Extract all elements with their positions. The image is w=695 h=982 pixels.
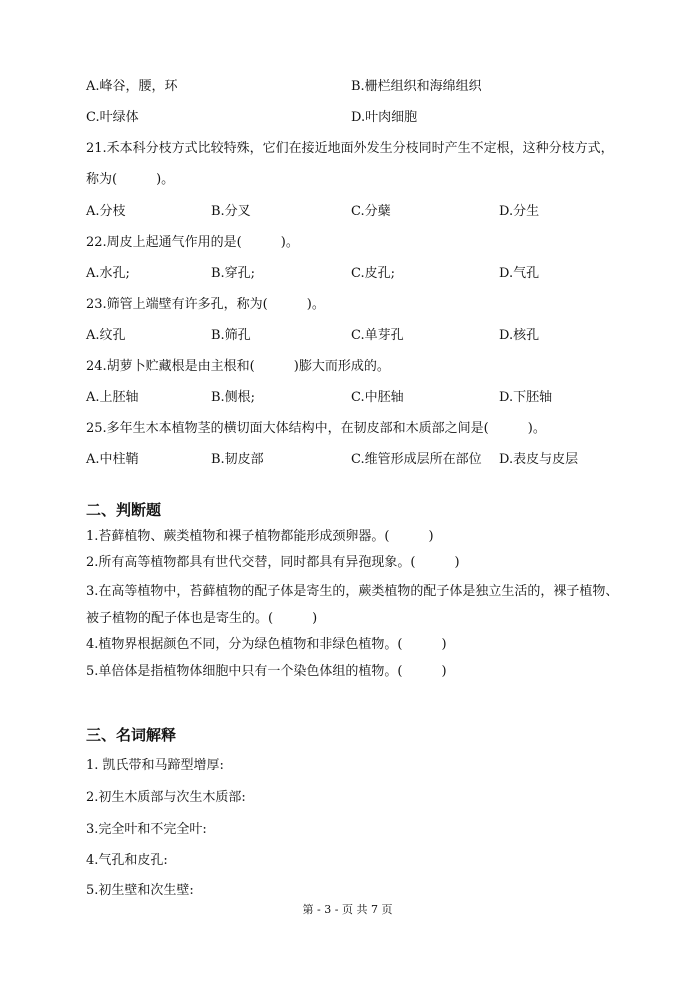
- q20-option-c: C.叶绿体: [86, 110, 139, 125]
- q22-stem: 22.周皮上起通气作用的是( )。: [86, 235, 299, 250]
- q22-option-d: D.气孔: [499, 266, 540, 281]
- q21-option-a: A.分枝: [86, 204, 126, 219]
- judgment-item-3-line2: 被子植物的配子体也是寄生的。( ): [86, 611, 318, 626]
- q24-option-a: A.上胚轴: [86, 390, 139, 405]
- q23-option-d: D.核孔: [499, 328, 540, 343]
- q25-stem: 25.多年生木本植物茎的横切面大体结构中，在韧皮部和木质部之间是( )。: [86, 421, 546, 436]
- q21-option-c: C.分蘖: [351, 204, 391, 219]
- q21-stem-line1: 21.禾本科分枝方式比较特殊，它们在接近地面外发生分枝同时产生不定根，这种分枝方式，: [86, 141, 614, 156]
- definition-item-5: 5.初生壁和次生壁:: [86, 883, 194, 898]
- q25-option-a: A.中柱鞘: [86, 452, 139, 467]
- definition-item-2: 2.初生木质部与次生木质部:: [86, 790, 246, 805]
- q21-stem-line2: 称为( )。: [86, 172, 175, 187]
- q23-option-c: C.单芽孔: [351, 328, 404, 343]
- q24-option-d: D.下胚轴: [499, 390, 553, 405]
- q23-stem: 23.筛管上端壁有许多孔，称为( )。: [86, 297, 325, 312]
- definition-item-1: 1. 凯氏带和马蹄型增厚:: [86, 758, 224, 773]
- page-number: 第 - 3 - 页 共 7 页: [302, 903, 393, 916]
- q20-option-d: D.叶肉细胞: [351, 110, 418, 125]
- q24-option-b: B.侧根;: [211, 390, 256, 405]
- q22-option-a: A.水孔;: [86, 266, 130, 281]
- q22-option-c: C.皮孔;: [351, 266, 395, 281]
- q24-stem: 24.胡萝卜贮藏根是由主根和( )膨大而形成的。: [86, 359, 390, 374]
- q23-option-a: A.纹孔: [86, 328, 126, 343]
- judgment-item-4: 4.植物界根据颜色不同，分为绿色植物和非绿色植物。( ): [86, 637, 447, 652]
- q22-option-b: B.穿孔;: [211, 266, 256, 281]
- q21-option-b: B.分叉: [211, 204, 251, 219]
- q20-option-a: A.峰谷，腰，环: [86, 79, 178, 94]
- judgment-item-5: 5.单倍体是指植物体细胞中只有一个染色体组的植物。( ): [86, 664, 447, 679]
- judgment-item-1: 1.苔藓植物、蕨类植物和裸子植物都能形成颈卵器。( ): [86, 529, 434, 544]
- definition-item-4: 4.气孔和皮孔:: [86, 853, 168, 868]
- q25-option-b: B.韧皮部: [211, 452, 264, 467]
- q21-option-d: D.分生: [499, 204, 540, 219]
- q23-option-b: B.筛孔: [211, 328, 251, 343]
- q20-option-b: B.栅栏组织和海绵组织: [351, 79, 482, 94]
- judgment-item-3-line1: 3.在高等植物中，苔藓植物的配子体是寄生的，蕨类植物的配子体是独立生活的，裸子植物、: [86, 584, 619, 599]
- q25-option-d: D.表皮与皮层: [499, 452, 579, 467]
- q24-option-c: C.中胚轴: [351, 390, 404, 405]
- judgment-item-2: 2.所有高等植物都具有世代交替，同时都具有异孢现象。( ): [86, 555, 460, 570]
- q25-option-c: C.维管形成层所在部位: [351, 452, 482, 467]
- section-title-judgment: 二、判断题: [86, 501, 162, 519]
- definition-item-3: 3.完全叶和不完全叶:: [86, 822, 207, 837]
- section-title-definitions: 三、名词解释: [86, 726, 177, 744]
